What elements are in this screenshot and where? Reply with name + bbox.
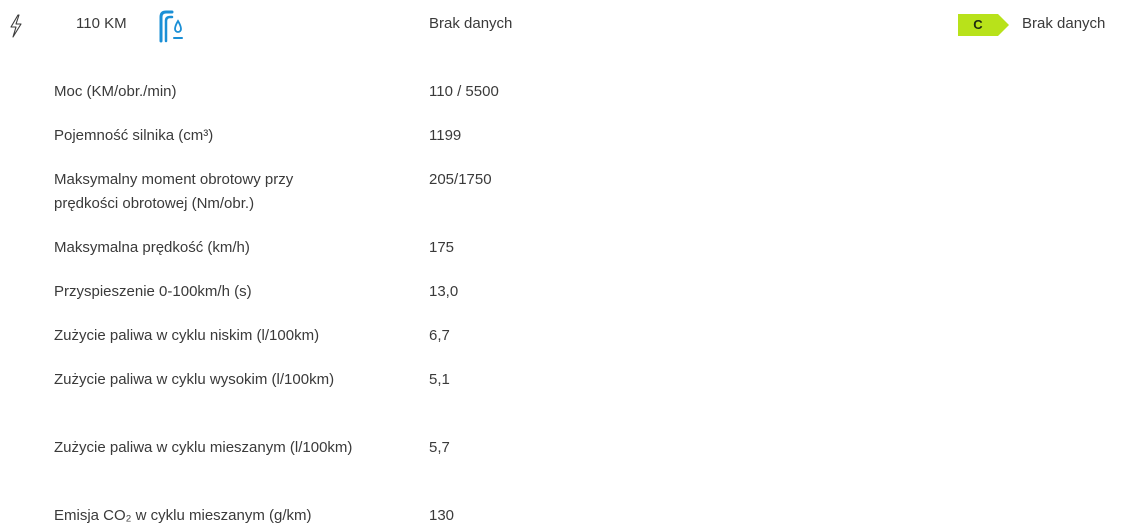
spec-value: 205/1750 <box>429 171 492 188</box>
spec-value: 5,1 <box>429 371 450 388</box>
summary-row <box>0 0 1136 52</box>
power-value: 110 KM <box>76 15 127 32</box>
fuel-drop-icon <box>156 9 188 43</box>
spec-label: Zużycie paliwa w cyklu niskim (l/100km) <box>54 327 320 344</box>
spec-label: Moc (KM/obr./min) <box>54 83 177 100</box>
spec-label: Zużycie paliwa w cyklu wysokim (l/100km) <box>54 371 335 388</box>
lightning-bolt-icon <box>8 14 24 38</box>
spec-label: Pojemność silnika (cm³) <box>54 127 214 144</box>
spec-value: 5,7 <box>429 439 450 456</box>
spec-label: Emisja CO₂ w cyklu mieszanym (g/km) <box>54 507 312 524</box>
energy-class-badge <box>958 14 1010 36</box>
spec-value: 175 <box>429 239 455 256</box>
spec-label: Zużycie paliwa w cyklu mieszanym (l/100km) <box>54 439 353 456</box>
spec-value: 130 <box>429 507 455 524</box>
energy-class-letter: C <box>973 17 983 32</box>
spec-label: Maksymalny moment obrotowy przy prędkości obrotowej (Nm/obr.) <box>54 171 294 212</box>
energy-class-value: Brak danych <box>1022 15 1106 32</box>
spec-label: Maksymalna prędkość (km/h) <box>54 239 250 256</box>
spec-label: Przyspieszenie 0-100km/h (s) <box>54 283 252 300</box>
consumption-value: Brak danych <box>429 15 513 32</box>
spec-value: 110 / 5500 <box>429 83 499 100</box>
spec-value: 1199 <box>429 127 462 144</box>
spec-value: 13,0 <box>429 283 459 300</box>
spec-value: 6,7 <box>429 327 450 344</box>
